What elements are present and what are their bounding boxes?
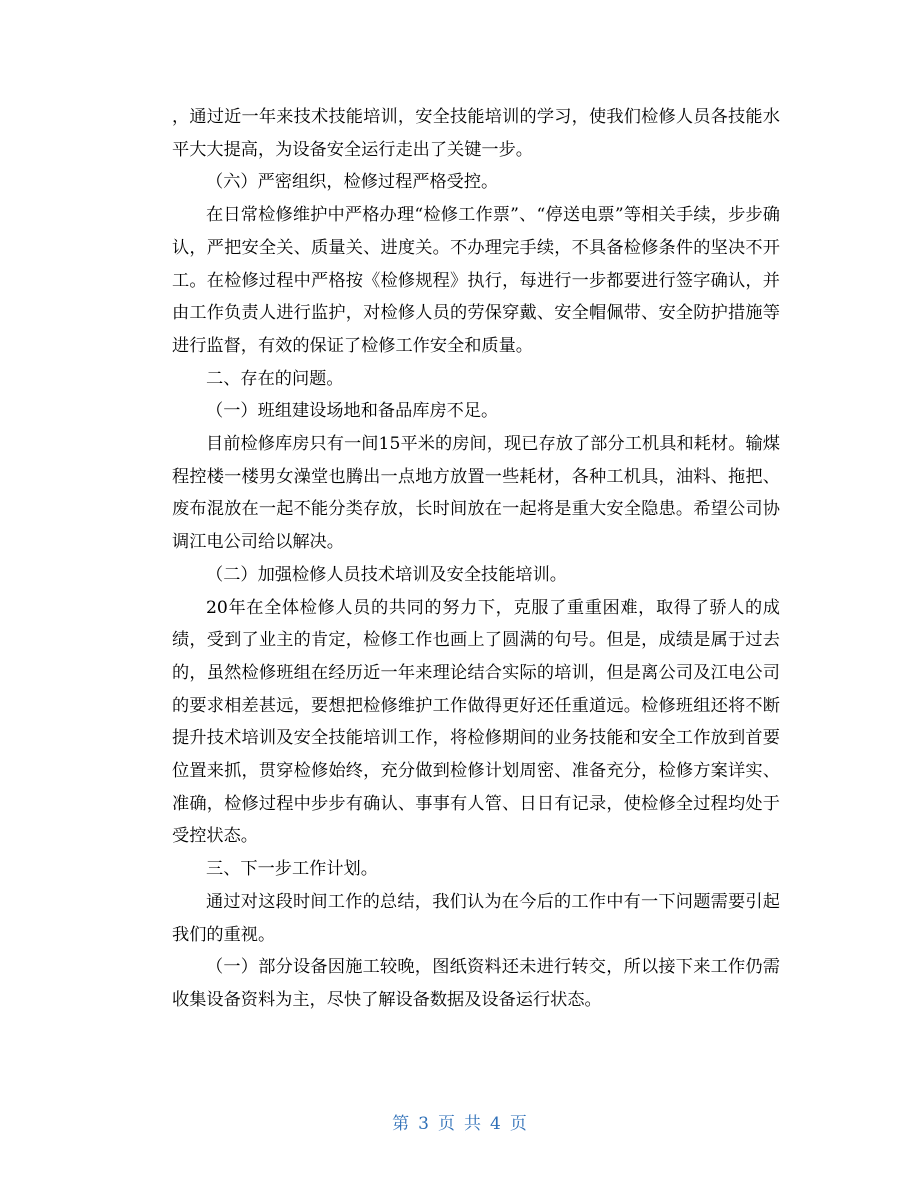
paragraph-storage-issue: 目前检修库房只有一间15平米的房间，现已存放了部分工机具和耗材。输煤程控楼一楼男女澡堂也腾出一点地方放置一些耗材，各种工机具，油料、拖把、废布混放在一起不能分类存放，长时间放在一起将是重大安全隐患。希望公司协调江电公司给以解决。 bbox=[172, 434, 780, 553]
heading-problems: 二、存在的问题。 bbox=[206, 368, 344, 389]
paragraph-summary: 通过对这段时间工作的总结，我们认为在今后的工作中有一下问题需要引起我们的重视。 bbox=[172, 891, 780, 945]
page-footer bbox=[0, 1112, 920, 1136]
footer-suffix: 页 bbox=[509, 1114, 528, 1134]
heading-next-plan: 三、下一步工作计划。 bbox=[206, 859, 378, 880]
footer-page-label: 页 bbox=[438, 1114, 456, 1134]
paragraph-maintenance-procedure: 在日常检修维护中严格办理“检修工作票”、“停送电票”等相关手续，步步确认，严把安全关、质量关、进度关。不办理完手续，不具备检修条件的坚决不开工。在检修过程中严格按《检修规程》执行，每进行一步都要进行签字确认，并由工作负责人进行监护，对检修人员的劳保穿戴、安全帽佩带、安全防护措施等进行监督，有效的保证了检修工作安全和质量。 bbox=[172, 205, 780, 356]
footer-total-pages: 4 bbox=[490, 1114, 502, 1134]
heading-problem-1: （一）班组建设场地和备品库房不足。 bbox=[206, 401, 499, 422]
footer-current-page: 3 bbox=[418, 1114, 430, 1134]
heading-problem-2: （二）加强检修人员技术培训及安全技能培训。 bbox=[206, 564, 567, 585]
paragraph-training: 20年在全体检修人员的共同的努力下，克服了重重困难，取得了骄人的成绩，受到了业主的肯定，检修工作也画上了圆满的句号。但是，成绩是属于过去的，虽然检修班组在经历近一年来理论结合实际的培训，但是离公司及江电公司的要求相差甚远，要想把检修维护工作做得更好还任重道远。检修班组还将不断提升技术培训及安全技能培训工作，将检修期间的业务技能和安全工作放到首要位置来抓，贯穿检修始终，充分做到检修计划周密、准备充分，检修方案详实、准确，检修过程中步步有确认、事事有人管、日日有记录，使检修全过程均处于受控状态。 bbox=[172, 597, 780, 847]
footer-total-prefix: 共 bbox=[464, 1114, 482, 1134]
footer-prefix: 第 bbox=[392, 1114, 411, 1134]
paragraph-continuation: ，通过近一年来技术技能培训，安全技能培训的学习，使我们检修人员各技能水平大大提高，为设备安全运行走出了关键一步。 bbox=[172, 107, 780, 160]
document-body bbox=[172, 101, 780, 1017]
paragraph-plan-1: （一）部分设备因施工较晚，图纸资料还未进行转交，所以接下来工作仍需收集设备资料为主，尽快了解设备数据及设备运行状态。 bbox=[172, 957, 780, 1010]
heading-section-6: （六）严密组织，检修过程严格受控。 bbox=[206, 172, 499, 193]
